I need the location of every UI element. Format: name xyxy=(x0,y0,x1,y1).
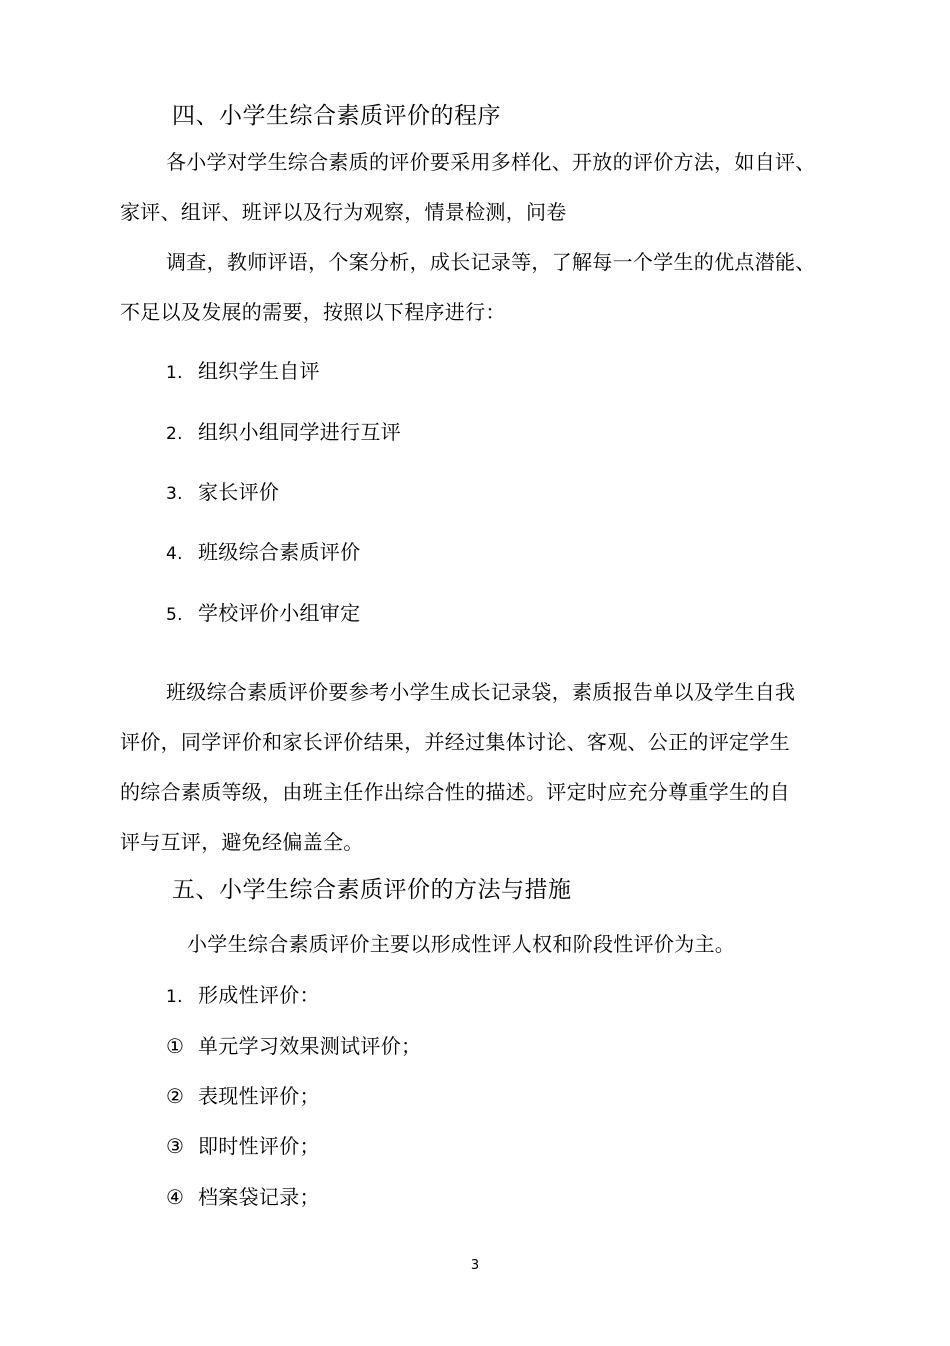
step-item-5 xyxy=(166,599,360,629)
step-number: 3. xyxy=(166,484,183,504)
step-number: 1. xyxy=(166,363,183,383)
step-text: 组织学生自评 xyxy=(198,359,320,383)
step-number: 4. xyxy=(166,544,183,564)
section-5-intro: 小学生综合素质评价主要以形成性评人权和阶段性评价为主。 xyxy=(187,932,736,956)
paragraph-3-line-1: 班级综合素质评价要参考小学生成长记录袋，素质报告单以及学生自我 xyxy=(166,680,796,704)
step-number: 2. xyxy=(166,424,183,444)
sub-item-2 xyxy=(166,1082,320,1110)
sub-item-marker: ④ xyxy=(166,1185,185,1209)
sub-item-marker: ③ xyxy=(166,1134,185,1158)
step-text: 组织小组同学进行互评 xyxy=(198,420,401,444)
page-number: 3 xyxy=(470,1258,480,1273)
step-item-4 xyxy=(166,538,360,568)
section-4-heading: 四、小学生综合素质评价的程序 xyxy=(172,103,501,129)
paragraph-2-line-1: 调查，教师评语，个案分析，成长记录等，了解每一个学生的优点潜能、 xyxy=(166,250,816,274)
sub-item-3 xyxy=(166,1132,320,1160)
sub-item-text: 档案袋记录； xyxy=(198,1185,320,1209)
paragraph-1-line-1: 各小学对学生综合素质的评价要采用多样化、开放的评价方法，如自评、 xyxy=(166,150,816,174)
step-item-2 xyxy=(166,418,401,448)
paragraph-3-line-4: 评与互评，避免经偏盖全。 xyxy=(120,830,364,854)
step-number: 5. xyxy=(166,605,183,625)
sub-item-marker: ① xyxy=(166,1034,185,1058)
sub-item-text: 即时性评价； xyxy=(198,1134,320,1158)
method-number: 1. xyxy=(166,987,183,1007)
step-text: 家长评价 xyxy=(198,480,280,504)
sub-item-text: 表现性评价； xyxy=(198,1084,320,1108)
step-item-1 xyxy=(166,357,320,387)
paragraph-3-line-3: 的综合素质等级，由班主任作出综合性的描述。评定时应充分尊重学生的自 xyxy=(120,780,790,804)
step-text: 学校评价小组审定 xyxy=(198,601,361,625)
method-item-1 xyxy=(166,981,320,1011)
step-item-3 xyxy=(166,478,279,508)
sub-item-marker: ② xyxy=(166,1084,185,1108)
sub-item-text: 单元学习效果测试评价； xyxy=(198,1034,422,1058)
method-text: 形成性评价： xyxy=(198,983,320,1007)
paragraph-2-line-2: 不足以及发展的需要，按照以下程序进行： xyxy=(120,300,506,324)
paragraph-3-line-2: 评价，同学评价和家长评价结果，并经过集体讨论、客观、公正的评定学生 xyxy=(120,730,790,754)
sub-item-4 xyxy=(166,1183,320,1211)
paragraph-1-line-2: 家评、组评、班评以及行为观察，情景检测，问卷 xyxy=(120,200,567,224)
section-5-heading: 五、小学生综合素质评价的方法与措施 xyxy=(172,877,572,903)
sub-item-1 xyxy=(166,1032,421,1060)
step-text: 班级综合素质评价 xyxy=(198,540,361,564)
